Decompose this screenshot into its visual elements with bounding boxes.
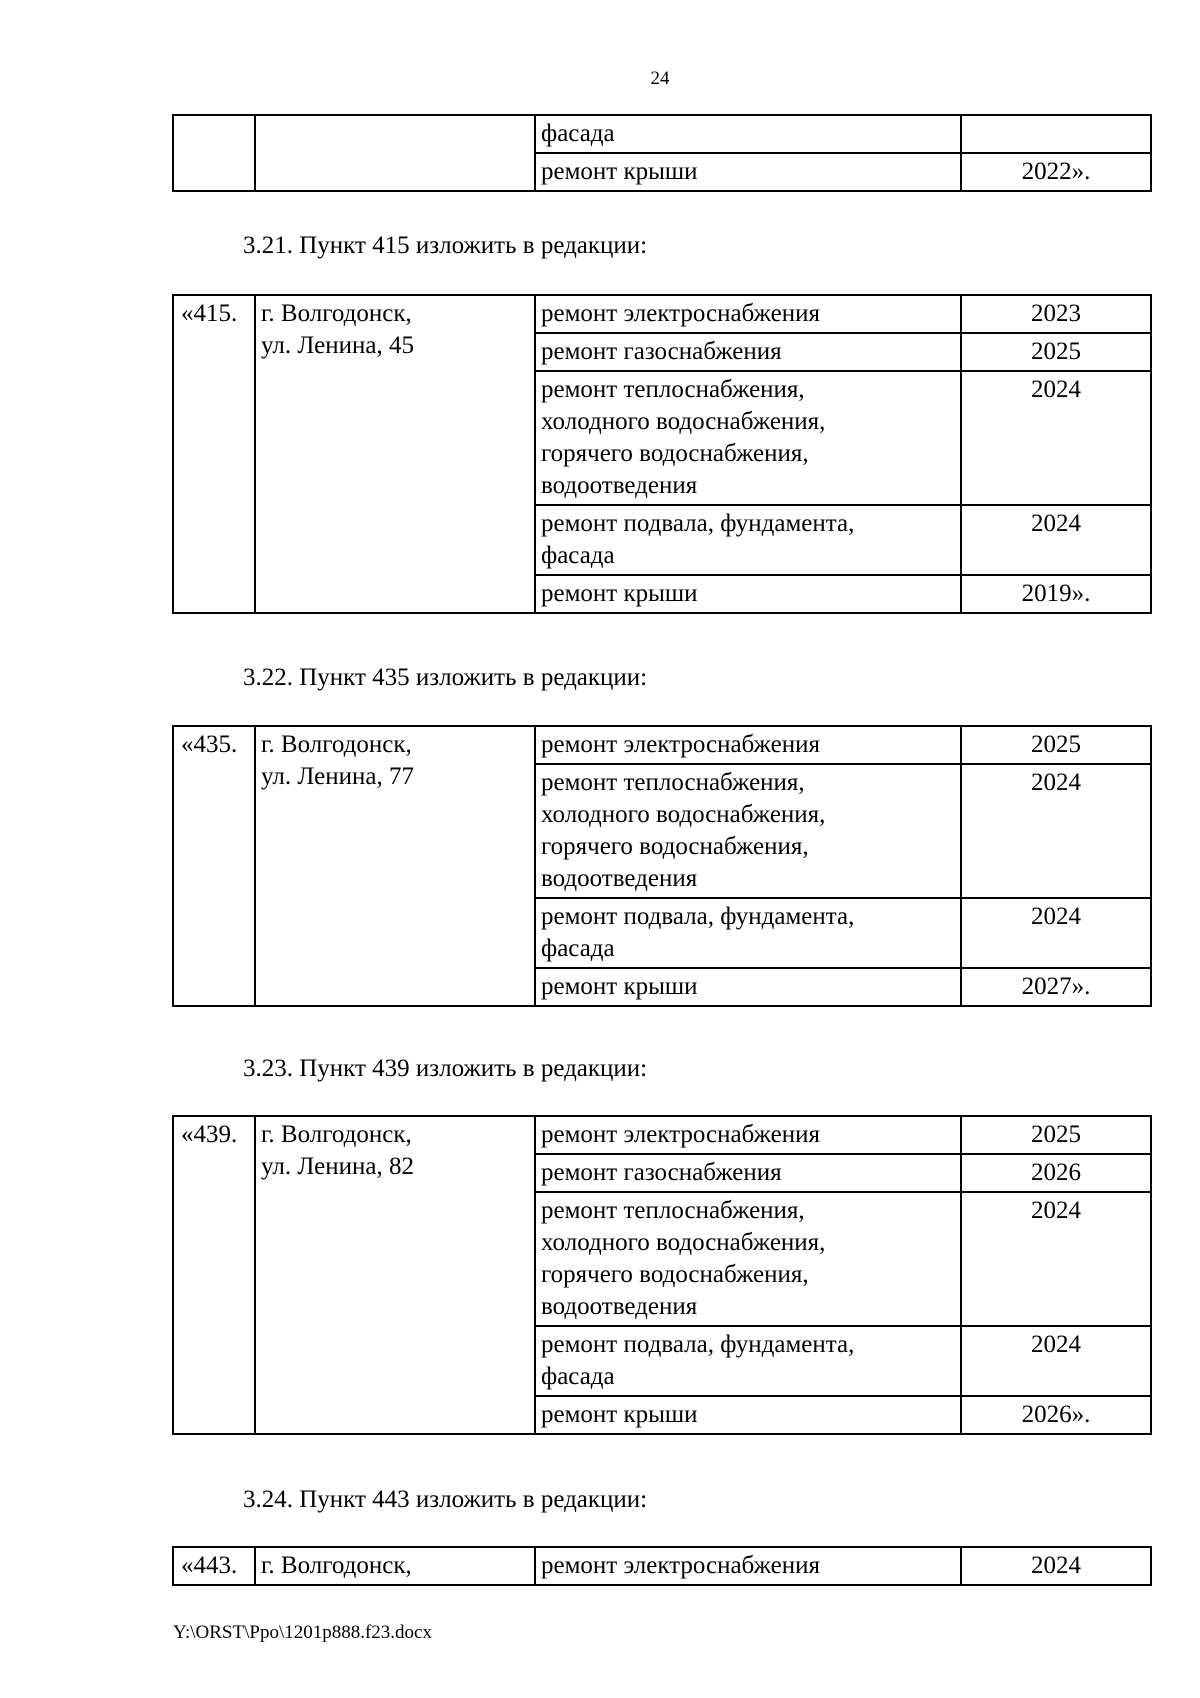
page-number: 24 (650, 68, 670, 89)
work-cell (535, 764, 961, 898)
address-cell (255, 295, 535, 613)
work-line: холодного водоснабжения, (541, 408, 826, 435)
year-cell: 2024 (961, 764, 1151, 898)
table-row (173, 1116, 1151, 1154)
address-line: г. Волгодонск, (261, 1552, 412, 1579)
work-cell (535, 333, 961, 371)
work-cell (535, 1396, 961, 1434)
section-heading: 3.21. Пункт 415 изложить в редакции: (243, 232, 648, 259)
work-line: ремонт электроснабжения (541, 731, 820, 758)
address-line: г. Волгодонск, (261, 1121, 412, 1148)
address-line: г. Волгодонск, (261, 300, 412, 327)
work-cell: ремонт крыши (535, 153, 961, 191)
work-cell (535, 1547, 961, 1585)
year-cell: 2025 (961, 333, 1151, 371)
work-line: фасада (541, 542, 615, 569)
address-line: ул. Ленина, 45 (261, 332, 414, 359)
work-line: фасада (541, 935, 615, 962)
work-line: горячего водоснабжения, (541, 833, 809, 860)
work-line: ремонт подвала, фундамента, (541, 510, 855, 537)
work-line: ремонт электроснабжения (541, 1121, 820, 1148)
address-cell (255, 726, 535, 1006)
year-cell: 2024 (961, 371, 1151, 505)
address-line: ул. Ленина, 82 (261, 1153, 414, 1180)
year-cell: 2027». (961, 968, 1151, 1006)
table-row (173, 295, 1151, 333)
work-line: водоотведения (541, 1293, 698, 1320)
item-number-cell: «443. (173, 1547, 255, 1585)
address-cell (255, 1116, 535, 1434)
year-cell: 2019». (961, 575, 1151, 613)
year-cell (961, 115, 1151, 153)
work-line: ремонт газоснабжения (541, 1159, 782, 1186)
year-cell: 2025 (961, 726, 1151, 764)
section-heading: 3.23. Пункт 439 изложить в редакции: (243, 1055, 648, 1082)
work-cell (535, 575, 961, 613)
work-cell (535, 968, 961, 1006)
section-table (172, 1546, 1152, 1586)
work-line: ремонт электроснабжения (541, 1552, 820, 1579)
work-line: горячего водоснабжения, (541, 440, 809, 467)
work-line: горячего водоснабжения, (541, 1261, 809, 1288)
item-number-cell: «435. (173, 726, 255, 1006)
year-cell: 2024 (961, 898, 1151, 968)
number-cell (173, 115, 255, 191)
work-cell (535, 1326, 961, 1396)
work-line: фасада (541, 1363, 615, 1390)
year-cell: 2026». (961, 1396, 1151, 1434)
table-row (173, 726, 1151, 764)
section-table (172, 1115, 1152, 1435)
work-line: ремонт подвала, фундамента, (541, 1331, 855, 1358)
table-row (173, 115, 1151, 153)
work-line: водоотведения (541, 865, 698, 892)
section-heading: 3.24. Пункт 443 изложить в редакции: (243, 1486, 648, 1513)
work-line: ремонт крыши (541, 1401, 698, 1428)
work-cell: фасада (535, 115, 961, 153)
address-cell (255, 115, 535, 191)
section-table (172, 725, 1152, 1007)
continuation-table (172, 114, 1152, 192)
work-line: ремонт теплоснабжения, (541, 376, 805, 403)
work-line: ремонт теплоснабжения, (541, 769, 805, 796)
item-number-cell: «439. (173, 1116, 255, 1434)
year-cell: 2024 (961, 505, 1151, 575)
year-cell: 2026 (961, 1154, 1151, 1192)
work-cell (535, 295, 961, 333)
work-line: ремонт теплоснабжения, (541, 1197, 805, 1224)
year-cell: 2025 (961, 1116, 1151, 1154)
section-table (172, 294, 1152, 614)
work-cell (535, 726, 961, 764)
work-line: ремонт крыши (541, 973, 698, 1000)
address-cell (255, 1547, 535, 1585)
work-cell (535, 371, 961, 505)
year-cell: 2024 (961, 1326, 1151, 1396)
section-heading: 3.22. Пункт 435 изложить в редакции: (243, 664, 648, 691)
work-line: водоотведения (541, 472, 698, 499)
year-cell: 2023 (961, 295, 1151, 333)
work-cell (535, 898, 961, 968)
work-line: ремонт крыши (541, 580, 698, 607)
work-cell (535, 1116, 961, 1154)
work-cell (535, 1154, 961, 1192)
item-number-cell: «415. (173, 295, 255, 613)
work-line: холодного водоснабжения, (541, 1229, 826, 1256)
work-line: ремонт электроснабжения (541, 300, 820, 327)
work-line: ремонт подвала, фундамента, (541, 903, 855, 930)
work-cell (535, 1192, 961, 1326)
year-cell: 2022». (961, 153, 1151, 191)
address-line: ул. Ленина, 77 (261, 763, 414, 790)
address-line: г. Волгодонск, (261, 731, 412, 758)
table-row (173, 1547, 1151, 1585)
work-line: ремонт газоснабжения (541, 338, 782, 365)
year-cell: 2024 (961, 1192, 1151, 1326)
year-cell: 2024 (961, 1547, 1151, 1585)
work-line: холодного водоснабжения, (541, 801, 826, 828)
footer-file-path: Y:\ORST\Ppo\1201p888.f23.docx (173, 1622, 432, 1643)
work-cell (535, 505, 961, 575)
